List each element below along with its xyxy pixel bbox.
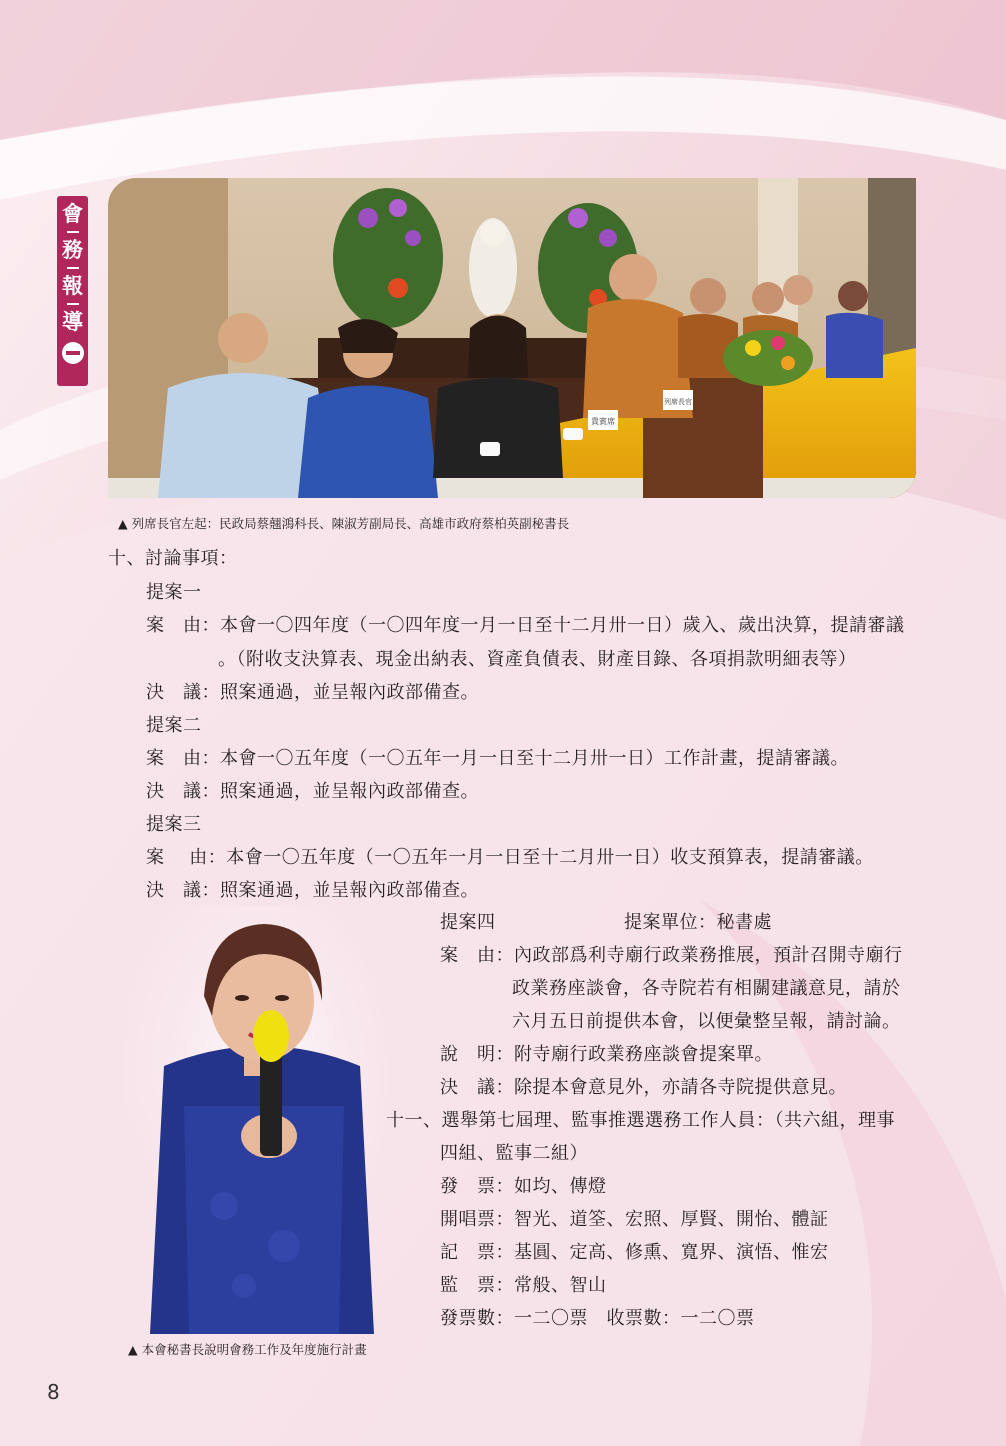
proposal-reason-cont: 。（附收支決算表、現金出納表、資產負債表、財產目錄、各項捐款明細表等） <box>218 649 857 670</box>
staff-supervise: 監 票：常般、智山 <box>440 1275 607 1296</box>
proposal-reason: 案 由：本會一〇五年度（一〇五年一月一日至十二月卅一日）工作計畫，提請審議。 <box>146 748 849 769</box>
speaker-photo <box>124 906 400 1334</box>
ballot-counts: 發票數：一二〇票 收票數：一二〇票 <box>440 1308 755 1329</box>
section-tab-char: 導 <box>62 309 83 334</box>
section-heading: 十一、選舉第七屆理、監事推選選務工作人員：（共六組，理事 <box>386 1110 895 1131</box>
proposal-reason: 案 由：內政部爲利寺廟行政業務推展，預計召開寺廟行 <box>440 945 903 966</box>
proposal-title: 提案四 <box>440 912 496 933</box>
name-plate-label: 列席長官 <box>664 398 692 406</box>
section-number-icon <box>62 342 84 364</box>
staff-record: 記 票：基圓、定高、修熏、寬界、演悟、惟宏 <box>440 1242 829 1263</box>
proposal-title: 提案三 <box>146 814 202 835</box>
proposal-reason-cont: 六月五日前提供本會，以便彙整呈報，請討論。 <box>512 1011 901 1032</box>
proposal-explanation: 說 明：附寺廟行政業務座談會提案單。 <box>440 1044 773 1065</box>
section-tab-divider <box>67 267 79 269</box>
staff-open: 開唱票：智光、道筌、宏照、厚賢、開怡、體証 <box>440 1209 829 1230</box>
proposal-reason-cont: 政業務座談會，各寺院若有相關建議意見，請於 <box>512 978 901 999</box>
section-tab-divider <box>67 231 79 233</box>
photo-caption: ▲ 本會秘書長說明會務工作及年度施行計畫 <box>128 1342 367 1357</box>
section-tab-divider <box>67 303 79 305</box>
section-tab <box>57 196 88 386</box>
proposal-decision: 決 議：照案通過，並呈報內政部備查。 <box>146 682 479 703</box>
proposal-decision: 決 議：照案通過，並呈報內政部備查。 <box>146 880 479 901</box>
proposal-title: 提案二 <box>146 715 202 736</box>
meeting-photo <box>108 178 916 498</box>
section-tab-char: 會 <box>62 201 83 226</box>
proposal-reason: 案 由：本會一〇四年度（一〇四年度一月一日至十二月卅一日）歲入、歲出決算，提請審議 <box>146 615 905 636</box>
section-tab-char: 報 <box>62 273 83 298</box>
name-plate-label: 貴賓席 <box>591 417 615 426</box>
section-heading: 十、討論事項： <box>108 548 238 569</box>
section-heading-cont: 四組、監事二組） <box>440 1143 588 1164</box>
page-number: 8 <box>47 1380 60 1404</box>
proposal-title: 提案一 <box>146 582 202 603</box>
section-tab-char: 務 <box>62 237 83 262</box>
photo-caption: ▲ 列席長官左起：民政局蔡翹鴻科長、陳淑芳副局長、高雄市政府蔡柏英副秘書長 <box>118 516 570 531</box>
proposal-reason: 案 由：本會一〇五年度（一〇五年一月一日至十二月卅一日）收支預算表，提請審議。 <box>146 847 874 868</box>
proposal-decision: 決 議：除提本會意見外，亦請各寺院提供意見。 <box>440 1077 847 1098</box>
proposal-decision: 決 議：照案通過，並呈報內政部備查。 <box>146 781 479 802</box>
proposal-unit: 提案單位：秘書處 <box>624 912 772 933</box>
staff-issue: 發 票：如均、傳燈 <box>440 1176 607 1197</box>
